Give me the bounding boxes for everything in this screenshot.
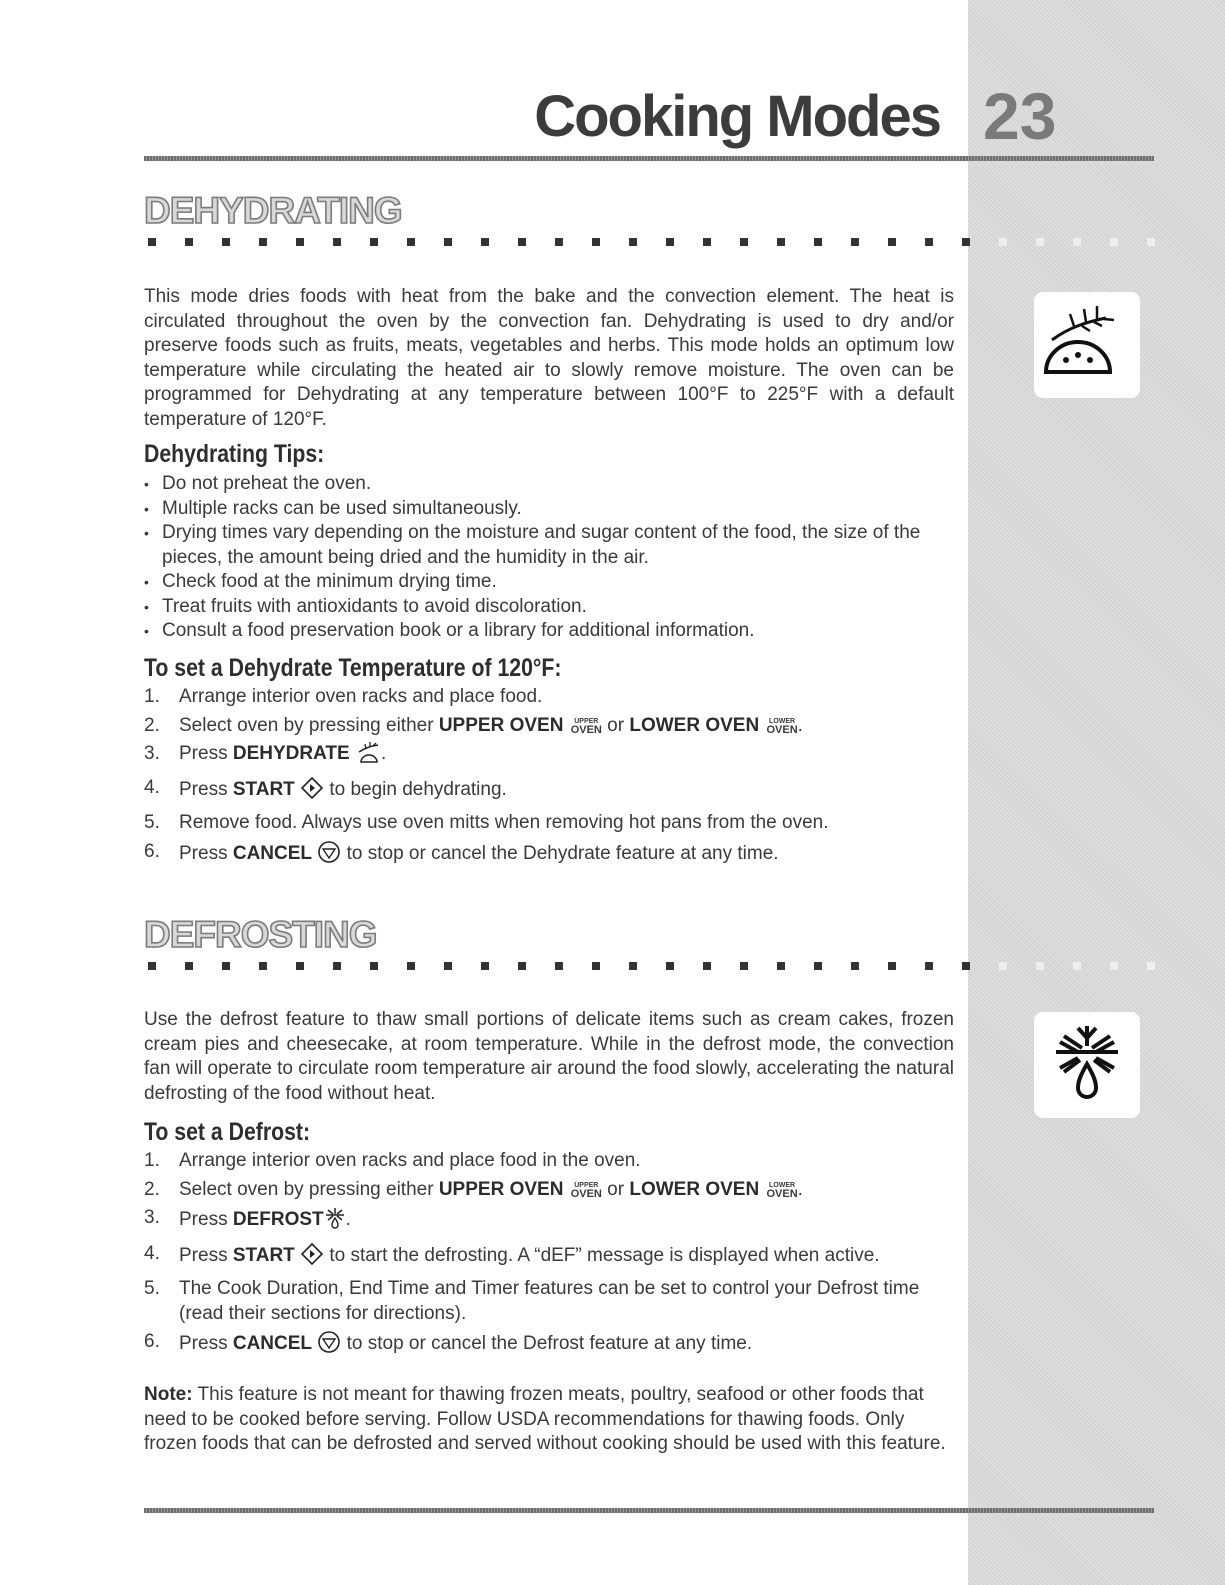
list-item: 2. Select oven by pressing either UPPER OVEN UPPER OVEN or LOWER OVEN LOWER OVEN . bbox=[144, 714, 803, 736]
list-item: 2. Select oven by pressing either UPPER OVEN UPPER OVEN or LOWER OVEN LOWER OVEN . bbox=[144, 1178, 803, 1200]
header-rule bbox=[144, 156, 1154, 161]
dehydrate-small-icon bbox=[355, 742, 381, 772]
start-icon bbox=[300, 1242, 324, 1274]
list-item: • Do not preheat the oven. bbox=[144, 472, 954, 497]
start-key: START bbox=[232, 778, 295, 800]
dehydrating-tips-list bbox=[144, 472, 954, 644]
defrost-steps-title: To set a Defrost: bbox=[144, 1118, 311, 1146]
upper-oven-key: UPPER OVEN bbox=[438, 1178, 564, 1200]
page-title: Cooking Modes bbox=[534, 84, 940, 149]
dehydrating-dot-divider bbox=[148, 238, 1184, 246]
upper-oven-icon: UPPER OVEN bbox=[570, 1181, 602, 1200]
start-key: START bbox=[232, 1244, 295, 1266]
list-item: • Treat fruits with antioxidants to avoid discoloration. bbox=[144, 595, 954, 620]
dehydrate-steps-title: To set a Dehydrate Temperature of 120°F: bbox=[144, 654, 562, 682]
cancel-key: CANCEL bbox=[232, 842, 313, 864]
list-item: 1. Arrange interior oven racks and place food in the oven. bbox=[144, 1150, 641, 1171]
lower-oven-icon: LOWER OVEN bbox=[766, 1181, 798, 1200]
list-item: 4. Press START to begin dehydrating. bbox=[144, 776, 954, 808]
dehydrate-steps bbox=[144, 685, 954, 875]
lower-oven-key: LOWER OVEN bbox=[629, 714, 760, 736]
list-item: 1. Arrange interior oven racks and place food. bbox=[144, 686, 543, 707]
dehydrating-title: DEHYDRATING bbox=[144, 190, 402, 231]
defrost-icon bbox=[1034, 1012, 1140, 1118]
start-icon bbox=[300, 776, 324, 808]
cancel-icon bbox=[317, 840, 341, 872]
defrost-steps bbox=[144, 1149, 954, 1366]
list-item: • Check food at the minimum drying time. bbox=[144, 570, 954, 595]
list-item: 4. Press START to start the defrosting. A “dEF” message is displayed when active. bbox=[144, 1242, 954, 1274]
defrosting-title: DEFROSTING bbox=[144, 914, 377, 955]
list-item: • Drying times vary depending on the moisture and sugar content of the food, the size of the pieces, the amount being dried and the humidity in the air. bbox=[144, 521, 954, 570]
list-item: 5. The Cook Duration, End Time and Timer features can be set to control your Defrost time (read their sections for directions). bbox=[144, 1278, 920, 1324]
defrosting-intro: Use the defrost feature to thaw small portions of delicate items such as cream cakes, frozen cream pies and cheesecake, at room temperature. While in the defrost mode, the convection fan will operate to circulate room temperature air around the food slowly, accelerating the natural defrosting of the food without heat. bbox=[144, 1009, 954, 1104]
lower-oven-icon: LOWER OVEN bbox=[766, 717, 798, 736]
dehydrate-key: DEHYDRATE bbox=[232, 743, 350, 764]
list-item: 5. Remove food. Always use oven mitts when removing hot pans from the oven. bbox=[144, 812, 829, 833]
list-item: 3. Press DEFROST . bbox=[144, 1206, 954, 1238]
list-item: • Multiple racks can be used simultaneously. bbox=[144, 497, 954, 522]
dehydrate-icon bbox=[1034, 292, 1140, 398]
note-label: Note: bbox=[144, 1384, 193, 1405]
defrost-small-icon bbox=[324, 1206, 346, 1238]
cancel-key: CANCEL bbox=[232, 1333, 313, 1354]
defrost-note: Note: This feature is not meant for thawing frozen meats, poultry, seafood or other foods that need to be cooked before serving. Follow USDA recommendations for thawing foods. Only frozen foods that can be defrosted and served without cooking should be used with this feature. bbox=[144, 1384, 946, 1454]
dehydrating-tips-title: Dehydrating Tips: bbox=[144, 440, 325, 468]
cancel-icon bbox=[317, 1330, 341, 1362]
footer-rule bbox=[144, 1508, 1154, 1513]
lower-oven-key: LOWER OVEN bbox=[629, 1178, 760, 1200]
dehydrating-intro: This mode dries foods with heat from the bake and the convection element. The heat is circulated throughout the oven by the convection fan. Dehydrating is used to dry and/or preserve foods such as fruits, meats, vegetables and herbs. This mode holds an optimum low temperature while circulating the heated air to slowly remove moisture. The oven can be programmed for Dehydrating at any temperature between 100°F to 225°F with a default temperature of 120°F. bbox=[144, 286, 954, 430]
list-item: 6. Press CANCEL to stop or cancel the Defrost feature at any time. bbox=[144, 1330, 954, 1362]
upper-oven-icon: UPPER OVEN bbox=[570, 717, 602, 736]
list-item: • Consult a food preservation book or a library for additional information. bbox=[144, 619, 954, 644]
defrosting-dot-divider bbox=[148, 962, 1184, 970]
list-item: 6. Press CANCEL to stop or cancel the Dehydrate feature at any time. bbox=[144, 840, 954, 872]
defrost-key: DEFROST bbox=[232, 1209, 324, 1230]
upper-oven-key: UPPER OVEN bbox=[438, 714, 564, 736]
list-item: 3. Press DEHYDRATE . bbox=[144, 742, 954, 772]
page-number: 23 bbox=[983, 79, 1057, 153]
